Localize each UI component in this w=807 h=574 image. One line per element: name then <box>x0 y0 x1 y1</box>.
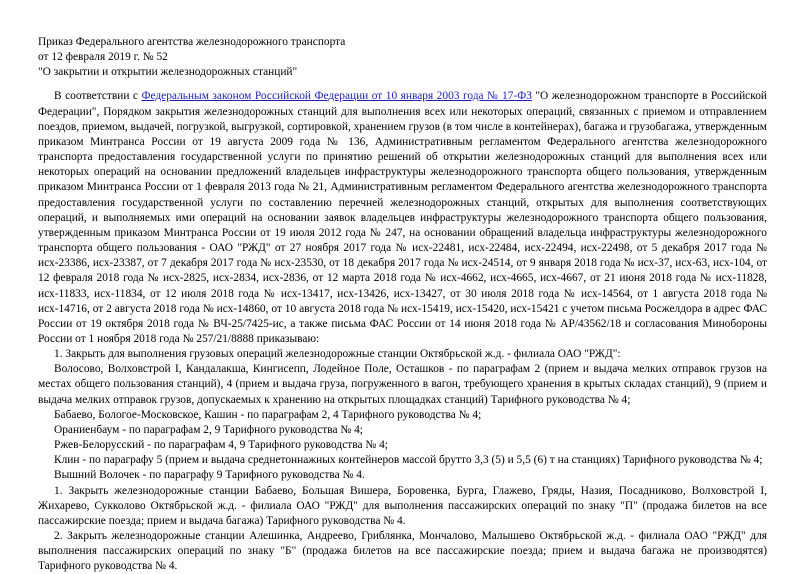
document-header <box>38 35 767 80</box>
header-subject: "О закрытии и открытии железнодорожных станций" <box>38 66 298 79</box>
order-item-passenger-b: 2. Закрыть железнодорожные станции Алешинка, Андреево, Гриблянка, Мончалово, Малышево Октябрьской ж.д. - филиала ОАО "РЖД" для выполнения пассажирских операций по знаку "Б" (продажа билетов на все пассажирские поезда; прием и выдача багажа не производятся) Тарифного руководства № 4. <box>38 530 767 573</box>
intro-paragraph <box>38 89 767 347</box>
federal-law-link[interactable]: Федеральным законом Российской Федерации от 10 января 2003 года № 17-ФЗ <box>141 90 532 103</box>
stations-list-item: Ораниенбаум - по параграфам 2, 9 Тарифного руководства № 4; <box>54 423 363 436</box>
stations-list-item: Волосово, Волховстрой I, Кандалакша, Кингисепп, Лодейное Поле, Осташков - по параграфам 2 (прием и выдача мелких отправок грузов на местах общего пользования станций), 4 (прием и выдача груза, погруженного в вагон, требующего хранения в крытых складах станций), 9 (прием и выдача мелких отправок грузов, допускаемых к хранению на открытых площадках станций) Тарифного руководства № 4; <box>38 363 767 406</box>
order-item-1: 1. Закрыть для выполнения грузовых операций железнодорожные станции Октябрьской ж.д. - филиала ОАО "РЖД": <box>54 348 621 361</box>
header-date: от 12 февраля 2019 г. № 52 <box>38 51 168 64</box>
stations-list-item: Бабаево, Бологое-Московское, Кашин - по параграфам 2, 4 Тарифного руководства № 4; <box>54 408 482 421</box>
stations-list-item: Ржев-Белорусский - по параграфам 4, 9 Тарифного руководства № 4; <box>54 439 388 452</box>
header-title: Приказ Федерального агентства железнодорожного транспорта <box>38 36 346 48</box>
order-item-passenger-p: 1. Закрыть железнодорожные станции Бабаево, Большая Вишера, Боровенка, Бурга, Глажево, Гряды, Назия, Посадниково, Волховстрой I, Жихарево, Сукколово Октябрьской ж.д. - филиала ОАО "РЖД" для выполнения пассажирских операций по знаку "П" (продажа билетов на все пассажирские поезда; прием и выдача багажа) Тарифного руководства № 4. <box>38 484 767 527</box>
stations-list-item: Клин - по параграфу 5 (прием и выдача среднетоннажных контейнеров массой брутто 3,3 (5) и 5,5 (6) т на станциях) Тарифного руководства № 4; <box>54 454 763 467</box>
stations-list-item: Вышний Волочек - по параграфу 9 Тарифного руководства № 4. <box>54 469 365 482</box>
intro-text: "О железнодорожном транспорте в Российской Федерации", Порядком закрытия железнодорожных станций для выполнения всех или некоторых операций, связанных с приемом и отправлением поездов, приемом, выдачей, погрузкой, выгрузкой, сортировкой, хранением грузов (в том числе в контейнерах), багажа и грузобагажа, утвержденным приказом Минтранса России от 19 августа 2009 года № 136, Административным регламентом Федерального агентства железнодорожного транспорта предоставления государственной услуги по принятию решений об открытии железнодорожных станций для выполнения всех или некоторых операций на основании предложений владельцев инфраструктуры железнодорожного транспорта общего пользования, утвержденным приказом Минтранса России от 1 февраля 2013 года № 21, Административным регламентом Федерального агентства железнодорожного транспорта предоставления государственной услуги по составлению перечней железнодорожных станций, открытых для выполнения соответствующих операций, и выполняемых ими операций на основании заявок владельцев инфраструктуры железнодорожного транспорта общего пользования, утвержденным приказом Минтранса России от 19 июля 2012 года № 247, на основании обращений владельца инфраструктуры железнодорожного транспорта общего пользования - ОАО "РЖД" от 27 ноября 2017 года № исх-22481, исх-22484, исх-22494, исх-22498, от 5 декабря 2017 года № исх-23386, исх-23387, от 7 декабря 2017 года № исх-23530, от 18 декабря 2017 года № исх-24514, от 9 января 2018 года № исх-37, исх-63, исх-104, от 12 февраля 2018 года № исх-2825, исх-2834, исх-2836, от 12 марта 2018 года № исх-4662, исх-4665, исх-4667, от 21 июня 2018 года № исх-11828, исх-11833, исх-11834, от 12 июля 2018 года № исх-13417, исх-13426, исх-13427, от 30 июля 2018 года № исх-14564, от 1 августа 2018 года № исх-14716, от 2 августа 2018 года № исх-14860, от 10 августа 2018 года № исх-15419, исх-15420, исх-15421 с учетом письма Росжелдора в адрес ФАС России от 19 октября 2018 года № ВЧ-25/7425-ис, а также письма ФАС России от 14 июня 2018 года № АР/43562/18 и согласования Минобороны России от 1 ноября 2018 года № 257/21/8888 приказываю: <box>38 90 767 345</box>
intro-prefix: В соответствии с <box>54 90 142 103</box>
